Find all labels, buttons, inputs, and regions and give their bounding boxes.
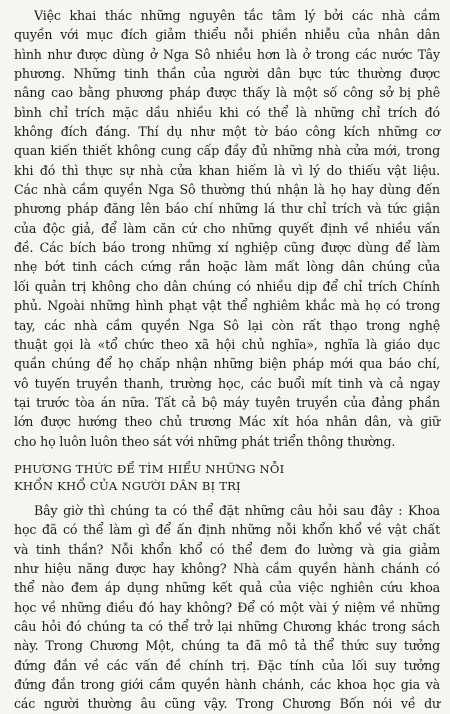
section-heading-line: KHỔN KHỔ CỦA NGƯỜI DÂN BỊ TRỊ bbox=[14, 478, 241, 493]
text-line: đề. Các bích báo trong những xí nghiệp cũng được dùng để làm bbox=[14, 240, 440, 256]
text-line: này. Trong Chương Một, chúng ta đã mô tả thể thức suy tưởng bbox=[14, 638, 440, 654]
section-heading-line: PHƯƠNG THỨC ĐỂ TÌM HIỂU NHỮNG NỖI bbox=[14, 461, 285, 476]
text-line: thuật gọi là «tổ chức theo xã hội chủ nghĩa», nghĩa là giáo dục bbox=[14, 336, 440, 352]
text-line: cho họ luôn luôn theo sát với những phát triển thông thường. bbox=[14, 433, 396, 449]
text-line: Việc khai thác những nguyên tắc tâm lý bởi các nhà cầm bbox=[34, 8, 440, 23]
text-line: đứng đắn về các vấn đề chính trị. Đặc tính của lối suy tưởng bbox=[14, 657, 440, 673]
text-line: vô tuyến truyền thanh, trường học, các buổi mít tinh và cả ngay bbox=[14, 375, 440, 391]
text-line: bình chỉ trích mặc dầu nhiều khi có thể là những chỉ trích đó bbox=[14, 104, 440, 120]
text-line: phủ. Ngoài những hình phạt vật thể nghiêm khắc mà họ có trong bbox=[14, 298, 440, 314]
section-heading bbox=[14, 461, 440, 495]
paragraph-2 bbox=[14, 501, 440, 714]
text-line: của độc giả, để làm căn cứ cho những quyết định về nhiều vấn bbox=[14, 220, 440, 236]
text-line: lối quản trị không cho dân chúng có nhiều dịp để chỉ trích Chính bbox=[14, 278, 440, 294]
text-line: như hiệu năng được hay không? Nhà cầm quyền hành chánh có bbox=[14, 560, 440, 576]
text-line: không đích đáng. Thí dụ như một tờ báo công kích những cơ bbox=[14, 124, 440, 140]
text-line: quần chúng để họ chấp nhận những biện pháp mới qua báo chí, bbox=[14, 356, 440, 372]
text-line: nhẹ bớt tinh cách cứng rắn hoặc làm mất lòng dân chúng của bbox=[14, 259, 440, 275]
text-line: nâng cao bằng phương pháp được thấy là một số công sở bị phê bbox=[14, 85, 440, 101]
text-line: các người thường âu cũng vậy. Trong Chương Bốn nói về dư bbox=[14, 696, 440, 712]
paragraph-1 bbox=[14, 6, 440, 451]
text-line: quan kiến thiết không cung cấp đầy đủ những nhà cửa mới, trong bbox=[14, 143, 440, 159]
text-line: hình như được dùng ở Nga Sô nhiều hơn là ở trong các nước Tây bbox=[14, 46, 440, 62]
text-line: phương pháp đăng lên báo chí những lá thư chỉ trích và tức giận bbox=[14, 201, 440, 217]
text-line: Các nhà cầm quyền Nga Sô thường thú nhận là họ hay dùng đến bbox=[14, 182, 440, 198]
text-line: quyền với mục đích giảm thiểu nỗi phiền nhiễu của nhân dân bbox=[14, 27, 440, 43]
text-line: học về những điều đó hay không? Để có một vài ý niệm về những bbox=[14, 599, 440, 615]
text-line: câu hỏi đó chúng ta có thể trở lại những Chương khác trong sách bbox=[14, 618, 440, 634]
text-line: Bây giờ thì chúng ta có thể đặt những câu hỏi sau đây : Khoa bbox=[34, 502, 440, 518]
text-line: học đã có thể làm gì để ấn định những nỗi khổn khổ về vật chất bbox=[14, 522, 440, 538]
text-line: và tinh thần? Nỗi khổn khổ có thể đem đo lường và gia giảm bbox=[14, 541, 440, 557]
text-line: tại trước tòa án nữa. Tất cả bộ máy tuyên truyền của đảng phần bbox=[14, 394, 440, 410]
text-line: đứng đắn trong giới cầm quyền hành chánh, các khoa học gia và bbox=[14, 677, 440, 692]
text-line: tay, các nhà cầm quyền Nga Sô lại còn rất thạo trong nghệ bbox=[14, 317, 440, 333]
text-line: thể nào đem áp dụng những kết quả của việc nghiên cứu khoa bbox=[14, 580, 440, 596]
text-line: lớn được hướng theo chủ trương Mác xít hóa nhân dân, và giữ bbox=[14, 414, 440, 430]
text-line: khi đó thì thực sự nhà cửa khan hiếm là vì lý do thiếu vật liệu. bbox=[14, 162, 440, 178]
text-line: phương. Những tinh thần của người dân bực tức thường được bbox=[14, 66, 440, 82]
